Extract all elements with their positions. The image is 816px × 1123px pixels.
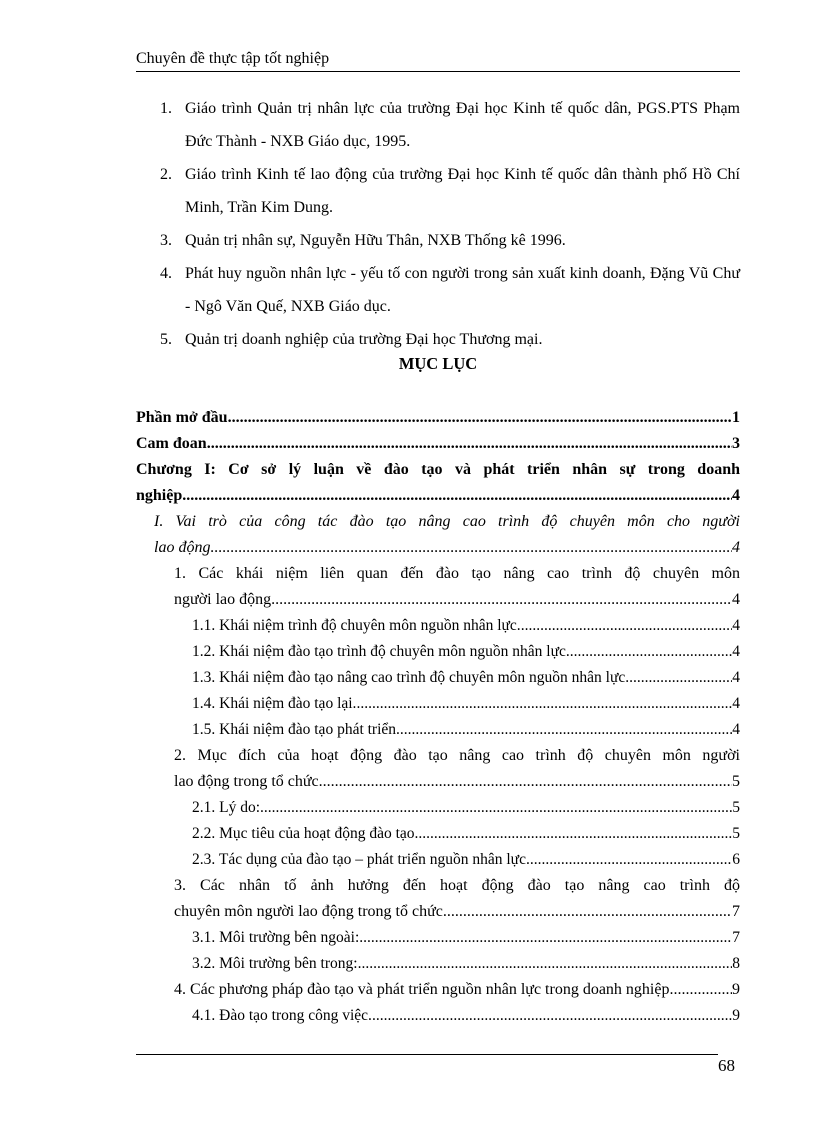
toc-page-number: 9 — [732, 981, 740, 998]
toc-entry-line — [136, 483, 740, 509]
toc-entry-line — [192, 639, 740, 665]
toc-entry[interactable] — [192, 665, 740, 691]
toc-page-number: 4 — [732, 721, 740, 738]
toc-page-number: 5 — [732, 773, 740, 790]
toc-leader-dots — [260, 795, 732, 821]
toc-page-number: 1 — [732, 409, 740, 426]
toc-leader-dots — [182, 483, 732, 509]
toc-entry[interactable] — [174, 743, 740, 795]
toc-entry[interactable] — [192, 821, 740, 847]
toc-entry-line — [192, 821, 740, 847]
toc-entry-title: 3.2. Môi trường bên trong: — [192, 955, 358, 972]
toc-entry-title: 1.2. Khái niệm đào tạo trình độ chuyên môn nguồn nhân lực. — [192, 643, 570, 660]
reference-number: 2. — [160, 166, 172, 183]
toc-leader-dots — [359, 925, 732, 951]
reference-text: Giáo trình Kinh tế lao động của trường Đại học Kinh tế quốc dân thành phố Hồ Chí Minh, Trần Kim Dung. — [185, 166, 740, 216]
toc-leader-dots — [210, 535, 732, 561]
reference-item — [160, 158, 740, 224]
toc-page-number: 6 — [732, 851, 740, 868]
toc-entry[interactable] — [136, 405, 740, 431]
toc-entry-title: Cam đoan — [136, 435, 207, 452]
toc-entry-line — [192, 847, 740, 873]
reference-text: Giáo trình Quản trị nhân lực của trường Đại học Kinh tế quốc dân, PGS.PTS Phạm Đức Thành - NXB Giáo dục, 1995. — [185, 100, 740, 150]
toc-entry-line — [136, 405, 740, 431]
toc-entry-line — [192, 1003, 740, 1029]
toc-entry-line — [192, 691, 740, 717]
toc-entry-line — [174, 587, 740, 613]
toc-page-number: 4 — [732, 539, 740, 556]
reference-text: Phát huy nguồn nhân lực - yếu tố con người trong sản xuất kinh doanh, Đặng Vũ Chư - Ngô Văn Quế, NXB Giáo dục. — [185, 265, 740, 315]
toc-leader-dots — [358, 951, 733, 977]
toc-entry-line — [174, 899, 740, 925]
toc-entry-title: 3.1. Môi trường bên ngoài: — [192, 929, 360, 946]
toc-entry[interactable] — [174, 873, 740, 925]
toc-entry[interactable] — [192, 1003, 740, 1029]
reference-text: Quản trị doanh nghiệp của trường Đại học Thương mại. — [185, 331, 543, 348]
toc-entry-title: 2.1. Lý do: — [192, 799, 261, 816]
toc-page-number: 4 — [732, 487, 740, 504]
toc-entry-title-line: 3. Các nhân tố ảnh hưởng đến hoạt động đào tạo nâng cao trình độ — [174, 877, 740, 894]
toc-entry[interactable] — [174, 561, 740, 613]
toc-page-number: 5 — [732, 825, 740, 842]
reference-item — [160, 224, 740, 257]
toc-entry-line — [192, 795, 740, 821]
reference-text: Quản trị nhân sự, Nguyễn Hữu Thân, NXB Thống kê 1996. — [185, 232, 566, 249]
toc-entry-title: Phần mở đầu — [136, 409, 228, 426]
page-number: 68 — [718, 1056, 735, 1075]
reference-number: 1. — [160, 100, 172, 117]
toc-leader-dots — [271, 587, 732, 613]
toc-entry-title-line: 2. Mục đích của hoạt động đào tạo nâng cao trình độ chuyên môn người — [174, 747, 740, 764]
toc-page-number: 4 — [732, 669, 740, 686]
toc-entry-title-line: Chương I: Cơ sở lý luận về đào tạo và phát triển nhân sự trong doanh — [136, 461, 740, 478]
toc-entry[interactable] — [192, 717, 740, 743]
toc-entry-line — [192, 717, 740, 743]
toc-entry[interactable] — [174, 977, 740, 1003]
toc-entry-title: 2.3. Tác dụng của đào tạo – phát triển nguồn nhân lực. — [192, 851, 530, 868]
toc-page-number: 4 — [732, 643, 740, 660]
toc-leader-dots — [319, 769, 732, 795]
toc-page-number: 4 — [732, 695, 740, 712]
toc-entry[interactable] — [192, 925, 740, 951]
toc-leader-dots — [207, 431, 732, 457]
toc-entry[interactable] — [192, 613, 740, 639]
toc-entry-line — [192, 951, 740, 977]
toc-entry[interactable] — [136, 431, 740, 457]
toc-leader-dots — [521, 613, 733, 639]
toc-entry-title: 4.1. Đào tạo trong công việc. — [192, 1007, 372, 1024]
reference-number: 3. — [160, 232, 172, 249]
toc-page-number: 4 — [732, 591, 740, 608]
toc-page-number: 4 — [732, 617, 740, 634]
toc-entry-title: nghiệp — [136, 487, 183, 504]
toc-leader-dots — [570, 639, 733, 665]
toc-leader-dots — [625, 665, 732, 691]
toc-entry-title: 1.5. Khái niệm đào tạo phát triển. — [192, 721, 400, 738]
footer-rule — [136, 1054, 718, 1055]
toc-page-number: 8 — [732, 955, 740, 972]
toc-leader-dots — [356, 691, 732, 717]
toc-entry-title: 1.3. Khái niệm đào tạo nâng cao trình độ chuyên môn nguồn nhân lực — [192, 669, 626, 686]
toc-entry-line — [154, 535, 740, 561]
toc-page-number: 7 — [732, 929, 740, 946]
table-of-contents — [136, 405, 740, 1029]
toc-entry-line — [174, 977, 740, 1003]
toc-leader-dots — [443, 899, 732, 925]
reference-item — [160, 92, 740, 158]
reference-number: 5. — [160, 331, 172, 348]
toc-entry-title: 4. Các phương pháp đào tạo và phát triển nguồn nhân lực trong doanh nghiệp — [174, 981, 670, 998]
toc-entry-line — [192, 665, 740, 691]
toc-entry[interactable] — [154, 509, 740, 561]
toc-leader-dots — [372, 1003, 732, 1029]
toc-entry-line — [192, 613, 740, 639]
reference-list — [160, 92, 740, 356]
toc-entry-title: chuyên môn người lao động trong tổ chức — [174, 903, 443, 920]
toc-entry-title-line: 1. Các khái niệm liên quan đến đào tạo nâng cao trình độ chuyên môn — [174, 565, 740, 582]
toc-title: MỤC LỤC — [398, 354, 478, 373]
toc-leader-dots — [415, 821, 733, 847]
toc-page-number: 3 — [732, 435, 740, 452]
reference-item — [160, 257, 740, 323]
toc-page-number: 7 — [732, 903, 740, 920]
toc-entry-title: lao động — [154, 539, 211, 556]
toc-entry-title: 2.2. Mục tiêu của hoạt động đào tạo — [192, 825, 415, 842]
toc-entry[interactable] — [192, 795, 740, 821]
toc-entry-line — [174, 769, 740, 795]
toc-entry-title: 1.4. Khái niệm đào tạo lại. — [192, 695, 357, 712]
toc-entry-title: người lao động — [174, 591, 272, 608]
page-header — [136, 49, 740, 72]
header-title: Chuyên đề thực tập tốt nghiệp — [136, 50, 330, 67]
toc-entry[interactable] — [192, 639, 740, 665]
toc-entry[interactable] — [192, 847, 740, 873]
toc-leader-dots — [400, 717, 732, 743]
toc-entry[interactable] — [192, 951, 740, 977]
reference-number: 4. — [160, 265, 172, 282]
toc-leader-dots — [669, 977, 732, 1003]
toc-entry-title: 1.1. Khái niệm trình độ chuyên môn nguồn nhân lực. — [192, 617, 521, 634]
toc-entry-line — [136, 431, 740, 457]
toc-page-number: 5 — [732, 799, 740, 816]
toc-entry[interactable] — [136, 457, 740, 509]
toc-leader-dots — [530, 847, 732, 873]
toc-entry[interactable] — [192, 691, 740, 717]
toc-leader-dots — [228, 405, 732, 431]
toc-entry-line — [192, 925, 740, 951]
toc-entry-title-line: I. Vai trò của công tác đào tạo nâng cao trình độ chuyên môn cho người — [154, 513, 740, 530]
toc-page-number: 9 — [732, 1007, 740, 1024]
toc-entry-title: lao động trong tổ chức — [174, 773, 319, 790]
